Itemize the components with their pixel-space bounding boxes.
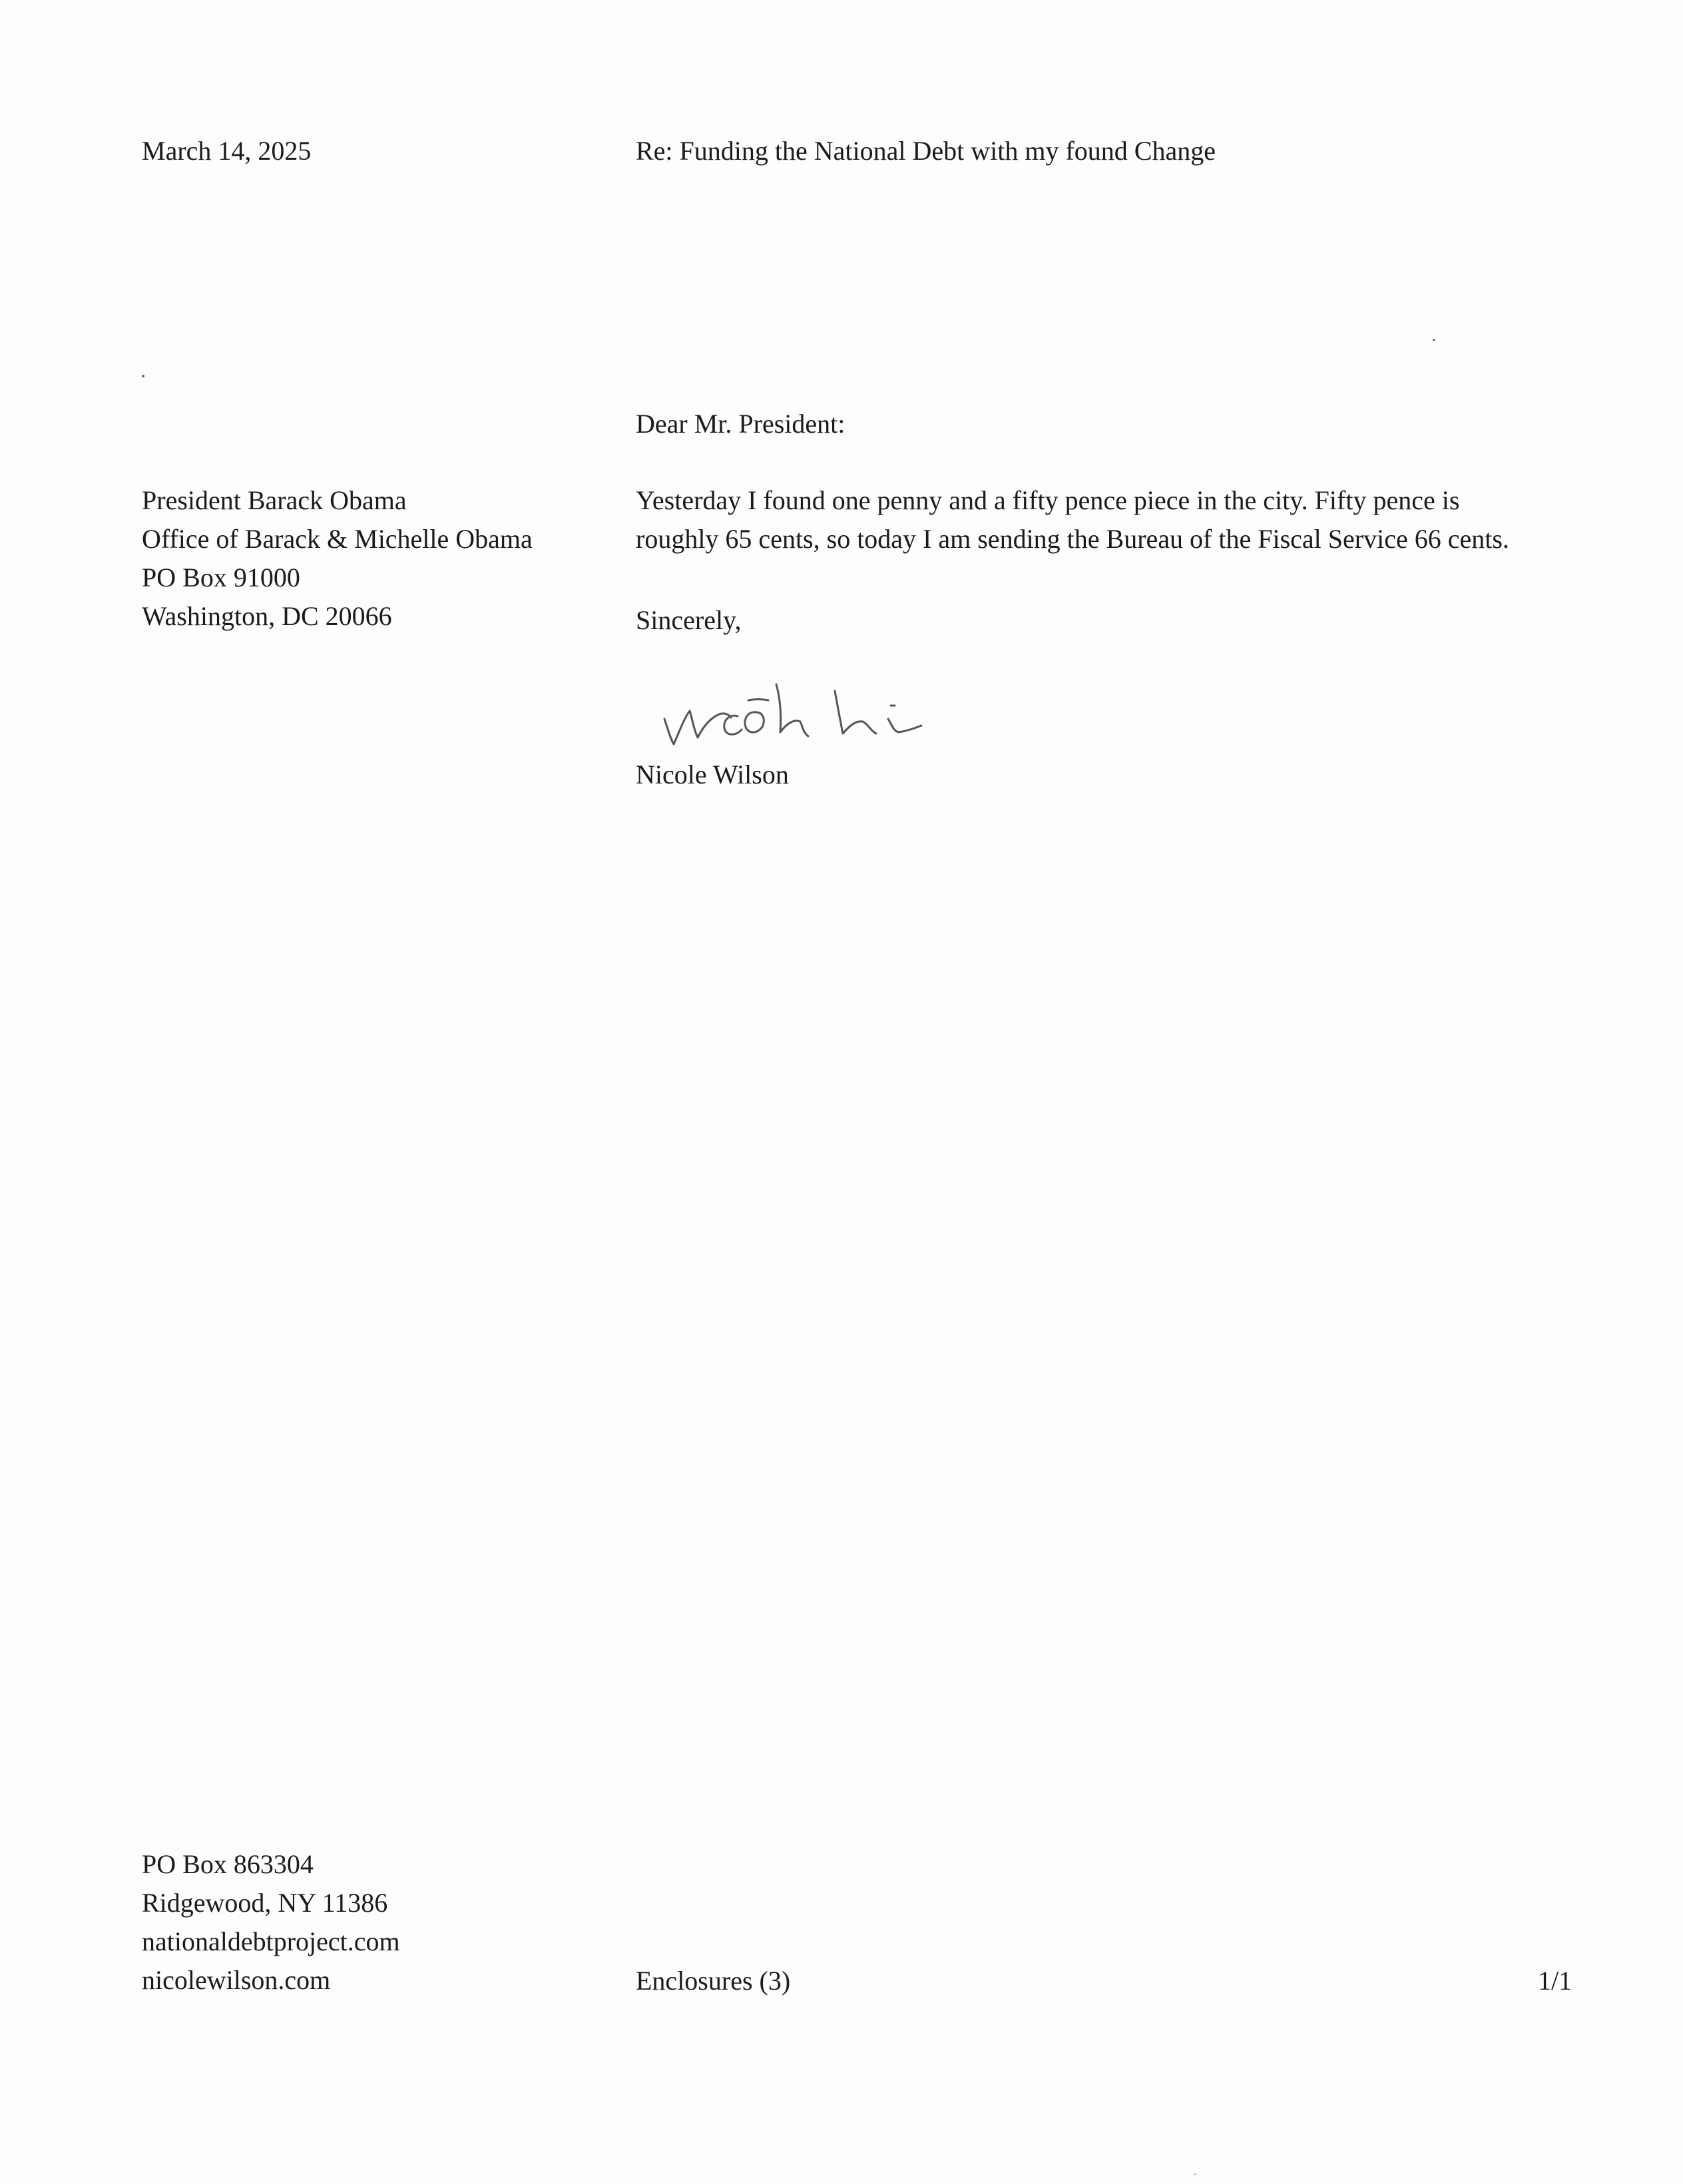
- scan-speck: [1433, 339, 1435, 341]
- sender-address: [142, 1845, 400, 2000]
- letter-date: March 14, 2025: [142, 136, 312, 166]
- closing: Sincerely,: [636, 605, 742, 635]
- scan-speck: [142, 375, 144, 377]
- signer-name: Nicole Wilson: [636, 760, 789, 789]
- body-line: roughly 65 cents, so today I am sending the Bureau of the Fiscal Service 66 cents.: [636, 524, 1509, 554]
- sender-line: nationaldebtproject.com: [142, 1926, 400, 1956]
- sender-line: nicolewilson.com: [142, 1965, 331, 1995]
- sender-line: PO Box 863304: [142, 1849, 314, 1879]
- recipient-address: [142, 481, 533, 636]
- signature-image: [659, 672, 992, 752]
- enclosures-note: Enclosures (3): [636, 1966, 791, 1996]
- scan-speck: [1194, 2173, 1196, 2175]
- sender-line: Ridgewood, NY 11386: [142, 1888, 388, 1918]
- recipient-line: Office of Barack & Michelle Obama: [142, 524, 533, 554]
- letter-body: [636, 481, 1509, 558]
- body-line: Yesterday I found one penny and a fifty pence piece in the city. Fifty pence is: [636, 485, 1460, 515]
- recipient-line: Washington, DC 20066: [142, 601, 392, 631]
- salutation: Dear Mr. President:: [636, 409, 845, 439]
- letter-subject: Re: Funding the National Debt with my found Change: [636, 136, 1216, 166]
- page-number: 1/1: [1538, 1966, 1572, 1996]
- recipient-line: President Barack Obama: [142, 485, 407, 515]
- recipient-line: PO Box 91000: [142, 562, 300, 592]
